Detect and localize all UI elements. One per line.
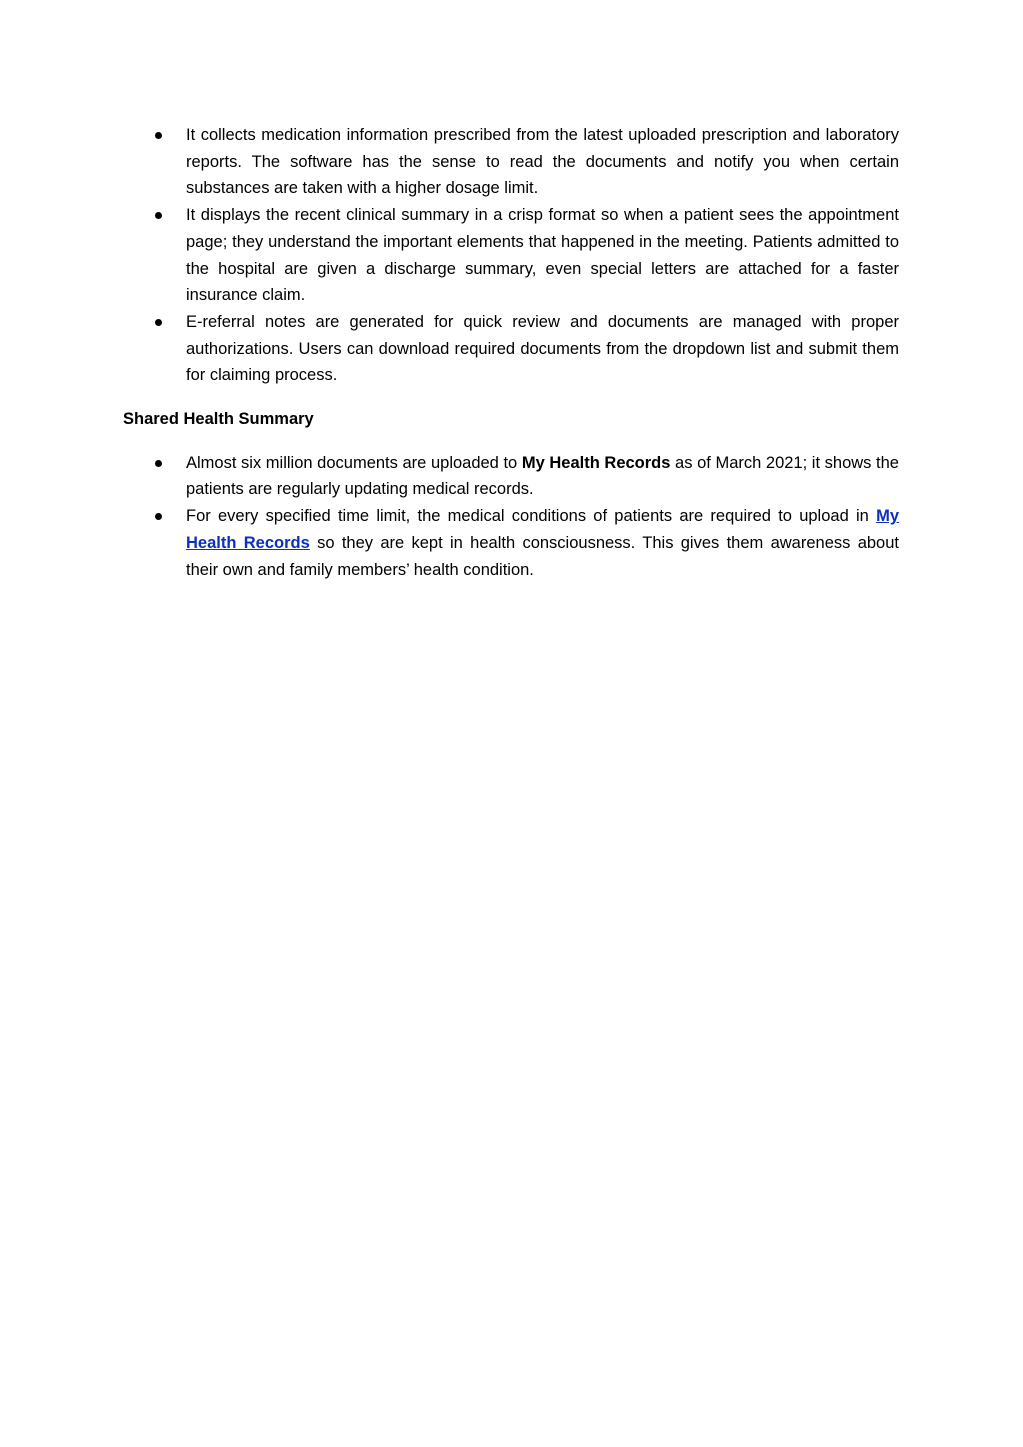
text-segment: so they are kept in health consciousness. This gives them awareness about their own and family members’ health condition. xyxy=(186,533,899,579)
bullet-icon xyxy=(155,319,162,326)
list-item-text: It collects medication information prescribed from the latest uploaded prescription and laboratory reports. The software has the sense to read the documents and notify you when certain substances are taken with a higher dosage limit. xyxy=(186,126,899,198)
section-heading: Shared Health Summary xyxy=(123,410,314,429)
text-segment: as of March 2021; it shows the patients are regularly updating medical records. xyxy=(186,453,899,499)
text-segment: For every specified time limit, the medical conditions of patients are required to upload in xyxy=(186,507,877,526)
list-item-text: It displays the recent clinical summary in a crisp format so when a patient sees the appointment page; they understand the important elements that happened in the meeting. Patients admitted to the hospital are given a discharge summary, even special letters are attached for a faster insurance claim. xyxy=(186,206,899,305)
list-item xyxy=(123,450,899,503)
list-item xyxy=(123,202,899,309)
text-segment: Almost six million documents are uploaded to xyxy=(186,453,522,472)
my-health-records-link[interactable]: My Health Records xyxy=(186,507,899,552)
bullet-icon xyxy=(155,212,162,219)
bold-text: My Health Records xyxy=(521,453,671,472)
list-item-text: E-referral notes are generated for quick review and documents are managed with proper authorizations. Users can download required documents from the dropdown list and submit them for claiming process. xyxy=(186,312,899,385)
bullet-icon xyxy=(155,513,162,520)
list-item xyxy=(123,503,899,583)
document-body xyxy=(123,122,899,583)
bullet-icon xyxy=(155,460,162,467)
list-item xyxy=(123,309,899,389)
shared-health-summary-list xyxy=(123,450,899,584)
list-item xyxy=(123,122,899,202)
feature-list xyxy=(123,122,899,389)
bullet-icon xyxy=(155,132,162,139)
